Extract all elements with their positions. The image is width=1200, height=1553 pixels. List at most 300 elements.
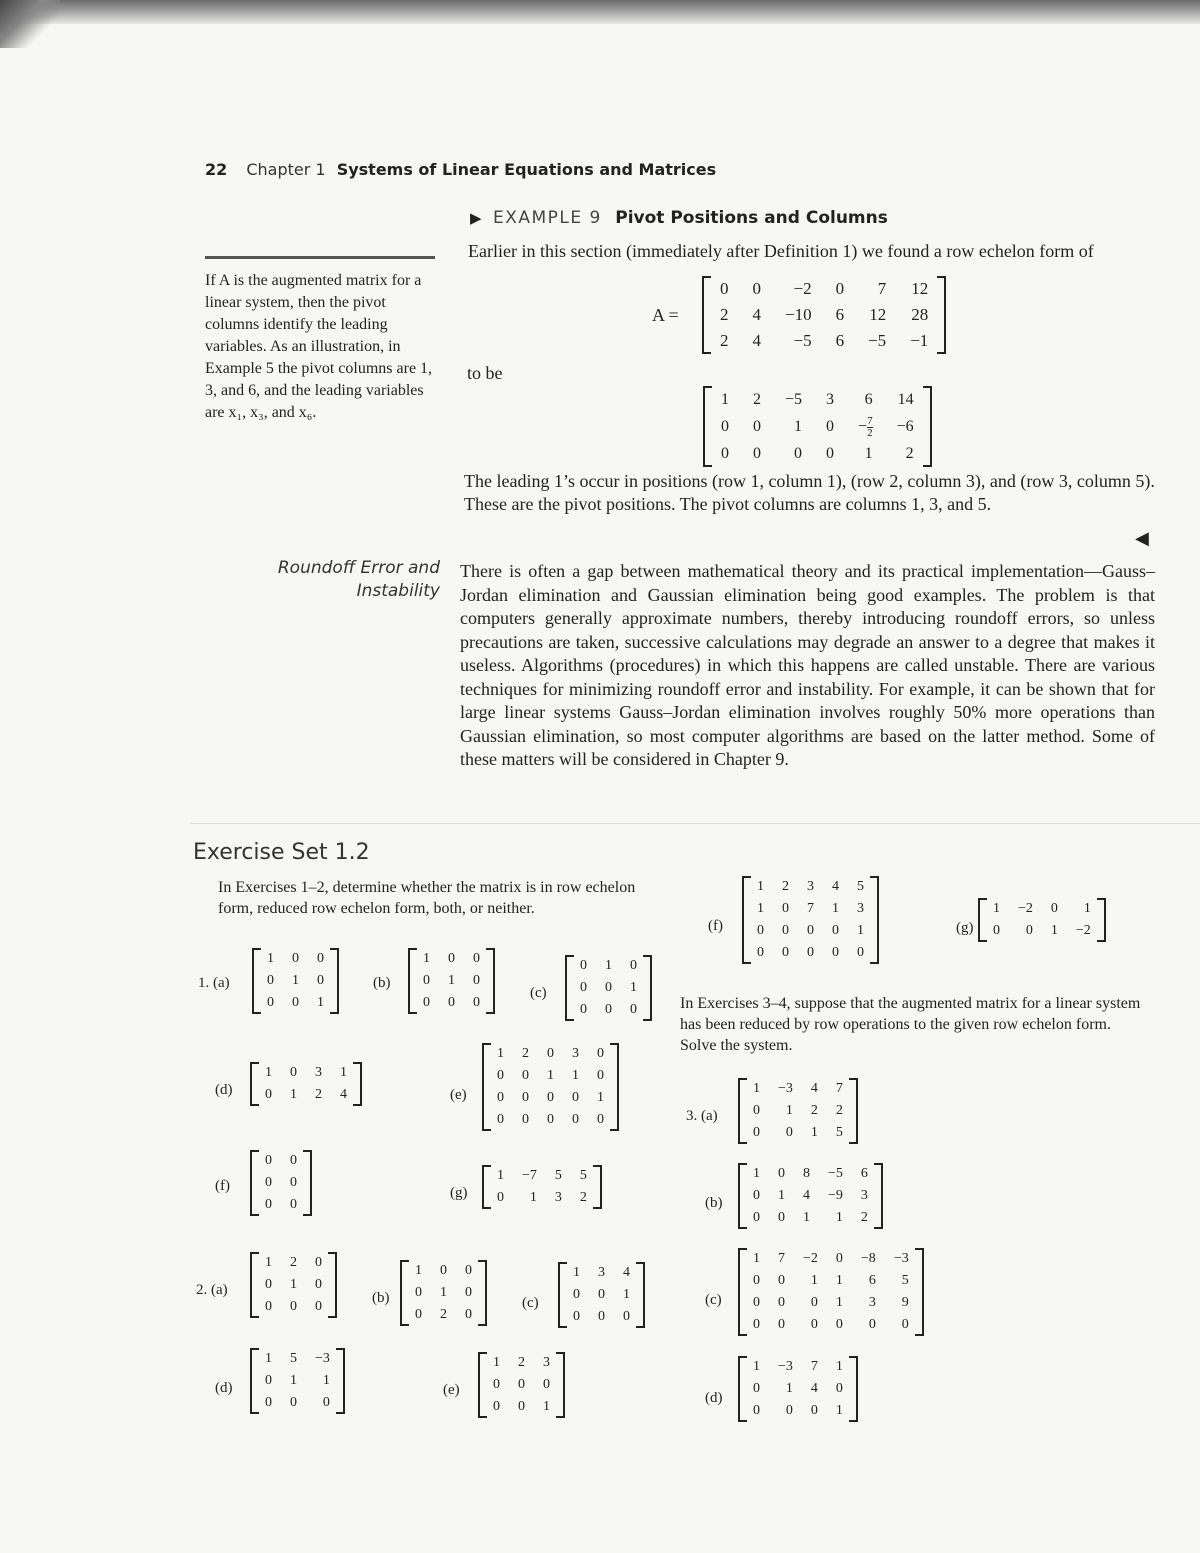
matrix-row xyxy=(744,1292,918,1314)
matrix-entry: 1 xyxy=(757,879,764,894)
matrix-entry: 0 xyxy=(753,1210,760,1225)
matrix-entry: 0 xyxy=(580,958,587,973)
end-of-example-icon: ◀ xyxy=(1135,528,1149,548)
matrix-row xyxy=(744,1207,877,1229)
matrix-entry: 0 xyxy=(785,1403,793,1418)
matrix-entry: 3 xyxy=(554,1190,562,1205)
matrix-entry: 0 xyxy=(572,1112,579,1127)
exercise-matrix xyxy=(250,1150,312,1216)
exercise-intro-3-4: In Exercises 3–4, suppose that the augmented matrix for a linear system has been reduced by row operations to the given row echelon form. Solve the system. xyxy=(680,995,1141,1054)
matrix-entry: 0 xyxy=(757,923,764,938)
matrix-entry: 0 xyxy=(265,1299,272,1314)
matrix-entry: 0 xyxy=(753,1188,760,1203)
matrix-entry: 1 xyxy=(810,1125,818,1140)
matrix-entry: 2 xyxy=(290,1255,297,1270)
matrix-entry: −10 xyxy=(785,305,812,324)
exercise-set-title: Exercise Set 1.2 xyxy=(193,840,370,865)
exercise-label: (b) xyxy=(373,975,391,991)
matrix-entry: 0 xyxy=(497,1112,504,1127)
matrix-entry: 2 xyxy=(518,1355,525,1370)
matrix-row xyxy=(484,1396,559,1418)
matrix-entry: −2 xyxy=(793,279,812,298)
exercise-matrix xyxy=(482,1043,619,1131)
matrix-entry: 0 xyxy=(605,980,612,995)
matrix-row xyxy=(748,942,873,964)
matrix-entry: 0 xyxy=(753,1317,760,1332)
matrix-entry: 1 xyxy=(1083,901,1091,916)
matrix-row xyxy=(564,1262,639,1284)
matrix-entry: 0 xyxy=(580,980,587,995)
matrix-entry: 8 xyxy=(803,1166,810,1181)
matrix-entry: 6 xyxy=(864,391,873,408)
matrix-entry: 1 xyxy=(753,1166,760,1181)
matrix-row xyxy=(708,302,940,328)
matrix-entry: 0 xyxy=(493,1377,500,1392)
matrix-entry: 1 xyxy=(757,901,764,916)
chapter-title: Systems of Linear Equations and Matrices xyxy=(336,160,717,179)
matrix-entry: 1 xyxy=(1050,923,1058,938)
exercise-matrix xyxy=(400,1260,487,1326)
exercise-label: (f) xyxy=(708,918,723,934)
margin-rule xyxy=(205,256,435,259)
matrix-row xyxy=(708,328,940,354)
running-header xyxy=(205,160,716,179)
matrix-entry: 0 xyxy=(826,445,835,462)
exercise-label: (e) xyxy=(443,1382,460,1398)
matrix-entry: 0 xyxy=(597,1046,604,1061)
matrix-entry: 14 xyxy=(897,391,914,408)
matrix-row xyxy=(709,440,926,467)
matrix-entry: 3 xyxy=(807,879,814,894)
matrix-entry: 6 xyxy=(835,305,845,324)
matrix-entry: 0 xyxy=(465,1307,472,1322)
matrix-entry: 3 xyxy=(572,1046,579,1061)
matrix-entry: 0 xyxy=(753,1381,760,1396)
exercise-matrix xyxy=(482,1165,602,1209)
matrix-entry: 0 xyxy=(993,923,1000,938)
matrix-entry: 0 xyxy=(493,1399,500,1414)
matrix-entry: 1 xyxy=(290,1277,297,1292)
matrix-row xyxy=(709,386,926,413)
matrix-row xyxy=(256,1252,331,1274)
matrix-entry: 1 xyxy=(265,1065,272,1080)
matrix-entry: 0 xyxy=(265,1373,272,1388)
matrix-entry: 0 xyxy=(497,1068,504,1083)
matrix-row xyxy=(571,999,646,1021)
matrix-entry: 1 xyxy=(835,1273,843,1288)
matrix-entry: 9 xyxy=(901,1295,909,1310)
exercise-matrix xyxy=(738,1078,858,1144)
to-be-text: to be xyxy=(467,363,503,383)
matrix-entry: 0 xyxy=(794,445,803,462)
matrix-entry: 0 xyxy=(290,1153,297,1168)
matrix-entry: 0 xyxy=(752,279,761,298)
matrix-entry: 1 xyxy=(605,958,612,973)
exercise-label: (c) xyxy=(705,1292,722,1308)
matrix-entry: 6 xyxy=(835,331,845,350)
matrix-entry: 0 xyxy=(265,1395,272,1410)
matrix-entry: − $\frac{7}{2}$ xyxy=(858,414,873,439)
matrix-entry: 0 xyxy=(597,1112,604,1127)
matrix-entry: −8 xyxy=(860,1251,876,1266)
matrix-entry: 0 xyxy=(810,1403,818,1418)
matrix-row xyxy=(488,1109,613,1131)
matrix-entry: 0 xyxy=(473,995,480,1010)
matrix-entry: 1 xyxy=(547,1068,554,1083)
exercise-label: (d) xyxy=(215,1082,233,1098)
matrix-entry: 2 xyxy=(810,1103,818,1118)
matrix-row xyxy=(256,1274,331,1296)
matrix-entry: 6 xyxy=(868,1273,876,1288)
matrix-entry: 0 xyxy=(522,1068,529,1083)
matrix-entry: 0 xyxy=(901,1317,909,1332)
matrix-entry: 0 xyxy=(317,973,324,988)
matrix-entry: −5 xyxy=(785,391,803,408)
matrix-entry: 2 xyxy=(440,1307,447,1322)
exercise-matrix xyxy=(565,955,652,1021)
matrix-row xyxy=(256,1194,306,1216)
exercise-label: (b) xyxy=(705,1195,723,1211)
matrix-entry: 2 xyxy=(720,305,729,324)
matrix-entry: 1 xyxy=(721,391,729,408)
matrix-entry: 1 xyxy=(835,1359,843,1374)
matrix-row xyxy=(258,970,333,992)
matrix-entry: 0 xyxy=(630,1002,637,1017)
matrix-row xyxy=(488,1043,613,1065)
matrix-entry: 1 xyxy=(794,418,803,435)
matrix-row xyxy=(984,920,1100,942)
matrix-entry: 1 xyxy=(778,1188,785,1203)
matrix-entry: 4 xyxy=(752,331,761,350)
matrix-entry: 0 xyxy=(580,1002,587,1017)
matrix-entry: 1 xyxy=(753,1359,760,1374)
matrix-entry: 0 xyxy=(782,901,789,916)
matrix-entry: 0 xyxy=(547,1090,554,1105)
exercise-matrix xyxy=(250,1252,337,1318)
matrix-row xyxy=(748,898,873,920)
matrix-entry: 0 xyxy=(835,1251,843,1266)
matrix-row xyxy=(414,948,489,970)
matrix-entry: 0 xyxy=(522,1112,529,1127)
example-label: EXAMPLE 9 xyxy=(492,208,602,228)
matrix-entry: 0 xyxy=(753,418,761,435)
matrix-row xyxy=(748,920,873,942)
matrix-row xyxy=(744,1163,877,1185)
matrix-entry: 0 xyxy=(778,1317,785,1332)
matrix-row xyxy=(564,1284,639,1306)
exercise-label: (e) xyxy=(450,1087,467,1103)
matrix-entry: 2 xyxy=(579,1190,587,1205)
matrix-entry: 1 xyxy=(440,1285,447,1300)
matrix-entry: 0 xyxy=(623,1309,630,1324)
matrix-entry: 0 xyxy=(547,1112,554,1127)
exercise-label: 1. (a) xyxy=(198,975,230,991)
matrix-row xyxy=(744,1378,852,1400)
matrix-entry: 5 xyxy=(554,1168,562,1183)
matrix-row xyxy=(744,1248,918,1270)
matrix-row xyxy=(406,1260,481,1282)
matrix-entry: 0 xyxy=(465,1263,472,1278)
matrix-entry: 0 xyxy=(518,1399,525,1414)
matrix-entry: −3 xyxy=(778,1359,793,1374)
matrix-row xyxy=(744,1270,918,1292)
matrix-entry: 0 xyxy=(807,945,814,960)
matrix-entry: 3 xyxy=(598,1265,605,1280)
matrix-entry: 2 xyxy=(522,1046,529,1061)
margin-note: If A is the augmented matrix for a linear system, then the pivot columns identify the leading variables. As an illustration, in Example 5 the pivot columns are 1, 3, and 6, and the leading variables are x₁, x₃, and x₆. xyxy=(205,272,433,421)
example-title: Pivot Positions and Columns xyxy=(615,208,888,228)
matrix-entry: 0 xyxy=(782,923,789,938)
matrix-entry: −2 xyxy=(803,1251,818,1266)
matrix-entry: 4 xyxy=(810,1081,818,1096)
matrix-entry: 7 xyxy=(877,279,887,298)
matrix-entry: 0 xyxy=(315,1277,322,1292)
matrix-entry: 0 xyxy=(778,1273,785,1288)
matrix-entry: 0 xyxy=(832,945,839,960)
matrix-entry: 1 xyxy=(753,1081,760,1096)
matrix-entry: 2 xyxy=(905,445,914,462)
matrix-entry: 0 xyxy=(598,1309,605,1324)
page-number: 22 xyxy=(205,160,228,179)
matrix-row xyxy=(744,1100,852,1122)
matrix-entry: 0 xyxy=(448,995,455,1010)
matrix-entry: 0 xyxy=(598,1287,605,1302)
matrix-entry: 1 xyxy=(529,1190,537,1205)
exercise-label: (d) xyxy=(215,1380,233,1396)
chapter-label: Chapter 1 xyxy=(246,160,326,179)
matrix-entry: 0 xyxy=(265,1197,272,1212)
matrix-entry: 0 xyxy=(753,1295,760,1310)
matrix-entry: 1 xyxy=(290,1373,297,1388)
matrix-entry: 1 xyxy=(623,1287,630,1302)
matrix-entry: 0 xyxy=(857,945,864,960)
matrix-entry: 0 xyxy=(835,279,845,298)
matrix-entry: 1 xyxy=(785,1103,793,1118)
matrix-entry: 0 xyxy=(807,923,814,938)
matrix-entry: 0 xyxy=(835,1381,843,1396)
matrix-entry: 0 xyxy=(290,1175,297,1190)
matrix-entry: 0 xyxy=(543,1377,550,1392)
matrix-row xyxy=(488,1065,613,1087)
example-marker-icon: ▶ xyxy=(470,209,482,227)
matrix-entry: −5 xyxy=(828,1166,843,1181)
matrix-entry: 1 xyxy=(497,1046,504,1061)
matrix-entry: 5 xyxy=(579,1168,587,1183)
matrix-entry: 0 xyxy=(522,1090,529,1105)
matrix-row xyxy=(256,1150,306,1172)
matrix-entry: 1 xyxy=(803,1210,810,1225)
matrix-entry: 0 xyxy=(832,923,839,938)
matrix-entry: 3 xyxy=(543,1355,550,1370)
matrix-entry: 1 xyxy=(415,1263,422,1278)
example-conclusion: The leading 1’s occur in positions (row 1, column 1), (row 2, column 3), and (row 3, column 5). These are the pivot positions. The pivot columns are columns 1, 3, and 5. xyxy=(464,471,1155,514)
matrix-entry: 1 xyxy=(630,980,637,995)
matrix-row xyxy=(984,898,1100,920)
exercise-label: (f) xyxy=(215,1178,230,1194)
matrix-entry: 7 xyxy=(807,901,814,916)
matrix-entry: 0 xyxy=(292,951,299,966)
matrix-entry: 7 xyxy=(810,1359,818,1374)
exercise-matrix xyxy=(738,1248,924,1336)
matrix-entry: 7 xyxy=(835,1081,843,1096)
matrix-entry: 1 xyxy=(993,901,1000,916)
matrix-entry: 0 xyxy=(423,973,430,988)
exercise-matrix xyxy=(738,1163,883,1229)
matrix-entry: 1 xyxy=(835,1403,843,1418)
matrix-row xyxy=(256,1172,306,1194)
matrix-entry: 0 xyxy=(753,1103,760,1118)
exercise-matrix xyxy=(738,1356,858,1422)
matrix-entry: −1 xyxy=(910,331,929,350)
matrix-entry: 1 xyxy=(265,1255,272,1270)
matrix-entry: 0 xyxy=(547,1046,554,1061)
matrix-entry: 1 xyxy=(290,1087,297,1102)
matrix-entry: 1 xyxy=(292,973,299,988)
matrix-entry: 1 xyxy=(573,1265,580,1280)
matrix-entry: −7 xyxy=(522,1168,537,1183)
matrix-entry: 1 xyxy=(267,951,274,966)
example-intro: Earlier in this section (immediately after Definition 1) we found a row echelon form of xyxy=(468,241,1094,261)
matrix-entry: 1 xyxy=(543,1399,550,1414)
matrix-row xyxy=(488,1165,596,1187)
matrix-row xyxy=(414,970,489,992)
matrix-row xyxy=(708,276,940,302)
matrix-entry: 1 xyxy=(597,1090,604,1105)
matrix-entry: 0 xyxy=(290,1197,297,1212)
matrix-entry: 0 xyxy=(265,1153,272,1168)
matrix-entry: 1 xyxy=(265,1351,272,1366)
matrix-entry: 1 xyxy=(423,951,430,966)
exercise-label: 2. (a) xyxy=(196,1282,228,1298)
matrix-entry: −3 xyxy=(893,1251,909,1266)
matrix-entry: 4 xyxy=(623,1265,630,1280)
matrix-entry: 0 xyxy=(317,951,324,966)
matrix-entry: 3 xyxy=(868,1295,876,1310)
exercise-matrix xyxy=(408,948,495,1014)
matrix-row xyxy=(744,1314,918,1336)
exercise-label: (c) xyxy=(522,1295,539,1311)
matrix-entry: 0 xyxy=(826,418,835,435)
matrix-entry: 2 xyxy=(753,391,761,408)
section-divider xyxy=(190,823,1200,824)
matrix-row xyxy=(748,876,873,898)
matrix-a xyxy=(702,276,946,354)
matrix-row xyxy=(744,1356,852,1378)
matrix-row xyxy=(256,1370,339,1392)
matrix-row xyxy=(744,1185,877,1207)
matrix-entry: 0 xyxy=(572,1090,579,1105)
matrix-row xyxy=(564,1306,639,1328)
matrix-entry: 7 xyxy=(778,1251,785,1266)
matrix-entry: 0 xyxy=(630,958,637,973)
matrix-entry: 1 xyxy=(448,973,455,988)
matrix-entry: 0 xyxy=(573,1287,580,1302)
matrix-entry: 3 xyxy=(315,1065,322,1080)
matrix-row xyxy=(256,1084,356,1106)
roundoff-side-heading: Roundoff Error and Instability xyxy=(277,558,440,601)
matrix-entry: 0 xyxy=(597,1068,604,1083)
matrix-entry: 0 xyxy=(605,1002,612,1017)
matrix-row xyxy=(256,1296,331,1318)
matrix-entry: 0 xyxy=(782,945,789,960)
matrix-entry: 1 xyxy=(340,1065,347,1080)
matrix-entry: 0 xyxy=(778,1166,785,1181)
matrix-entry: 0 xyxy=(465,1285,472,1300)
matrix-entry: 4 xyxy=(832,879,839,894)
matrix-entry: −5 xyxy=(868,331,887,350)
exercise-intro-1-2: In Exercises 1–2, determine whether the matrix is in row echelon form, reduced row echelon form, both, or neither. xyxy=(218,879,636,917)
scan-edge-top xyxy=(0,0,1200,24)
matrix-entry: 0 xyxy=(473,973,480,988)
matrix-entry: 0 xyxy=(322,1395,330,1410)
matrix-entry: 4 xyxy=(340,1087,347,1102)
matrix-entry: −9 xyxy=(828,1188,843,1203)
matrix-entry: 4 xyxy=(810,1381,818,1396)
matrix-entry: 0 xyxy=(290,1065,297,1080)
matrix-entry: 0 xyxy=(265,1175,272,1190)
matrix-row xyxy=(406,1282,481,1304)
matrix-row xyxy=(414,992,489,1014)
matrix-entry: 12 xyxy=(869,305,887,324)
matrix-entry: 2 xyxy=(860,1210,868,1225)
matrix-entry: 5 xyxy=(835,1125,843,1140)
matrix-row xyxy=(258,992,333,1014)
matrix-entry: 2 xyxy=(720,331,729,350)
roundoff-paragraph: There is often a gap between mathematical theory and its practical implementation—Gauss–Jordan elimination and Gaussian elimination being good examples. The problem is that computers generally approximate numbers, thereby introducing roundoff errors, so unless precautions are taken, successive calculations may degrade an answer to a degree that makes it useless. Algorithms (procedures) in which this happens are called unstable. There are various techniques for minimizing roundoff error and instability. For example, it can be shown that for large linear systems Gauss–Jordan elimination involves roughly 50% more operations than Gaussian elimination, so most computer algorithms are based on the latter method. Some of these matters will be considered in Chapter 9. xyxy=(460,561,1155,769)
matrix-entry: 0 xyxy=(315,1255,322,1270)
matrix-row xyxy=(571,977,646,999)
matrix-entry: 0 xyxy=(810,1295,818,1310)
matrix-entry: 3 xyxy=(857,901,864,916)
matrix-row xyxy=(488,1187,596,1209)
exercise-label: (c) xyxy=(530,985,547,1001)
matrix-entry: 1 xyxy=(864,445,873,462)
matrix-row xyxy=(258,948,333,970)
matrix-entry: 0 xyxy=(265,1277,272,1292)
matrix-entry: 12 xyxy=(911,279,929,298)
matrix-entry: 0 xyxy=(290,1395,297,1410)
exercise-matrix xyxy=(978,898,1106,942)
matrix-entry: 0 xyxy=(415,1307,422,1322)
matrix-row xyxy=(744,1078,852,1100)
fraction: $\frac{7}{2}$ xyxy=(867,414,873,439)
matrix-entry: 1 xyxy=(493,1355,500,1370)
matrix-entry: 3 xyxy=(826,391,835,408)
matrix-entry: 3 xyxy=(860,1188,868,1203)
matrix-entry: 1 xyxy=(832,901,839,916)
matrix-entry: 5 xyxy=(857,879,864,894)
matrix-entry: 5 xyxy=(901,1273,909,1288)
matrix-row xyxy=(571,955,646,977)
matrix-a-label: A = xyxy=(652,305,679,325)
matrix-entry: 2 xyxy=(782,879,789,894)
matrix-row xyxy=(484,1352,559,1374)
matrix-entry: −6 xyxy=(896,418,914,435)
example-heading xyxy=(470,208,888,228)
matrix-entry: 1 xyxy=(835,1295,843,1310)
exercise-label: 3. (a) xyxy=(686,1108,718,1124)
matrix-entry: 0 xyxy=(518,1377,525,1392)
matrix-entry: 2 xyxy=(315,1087,322,1102)
matrix-entry: 28 xyxy=(911,305,929,324)
matrix-entry: 0 xyxy=(785,1125,793,1140)
matrix-entry: 4 xyxy=(803,1188,810,1203)
matrix-row xyxy=(256,1392,339,1414)
matrix-entry: 1 xyxy=(810,1273,818,1288)
matrix-entry: 0 xyxy=(473,951,480,966)
matrix-row xyxy=(256,1062,356,1084)
matrix-entry: 0 xyxy=(1050,901,1058,916)
